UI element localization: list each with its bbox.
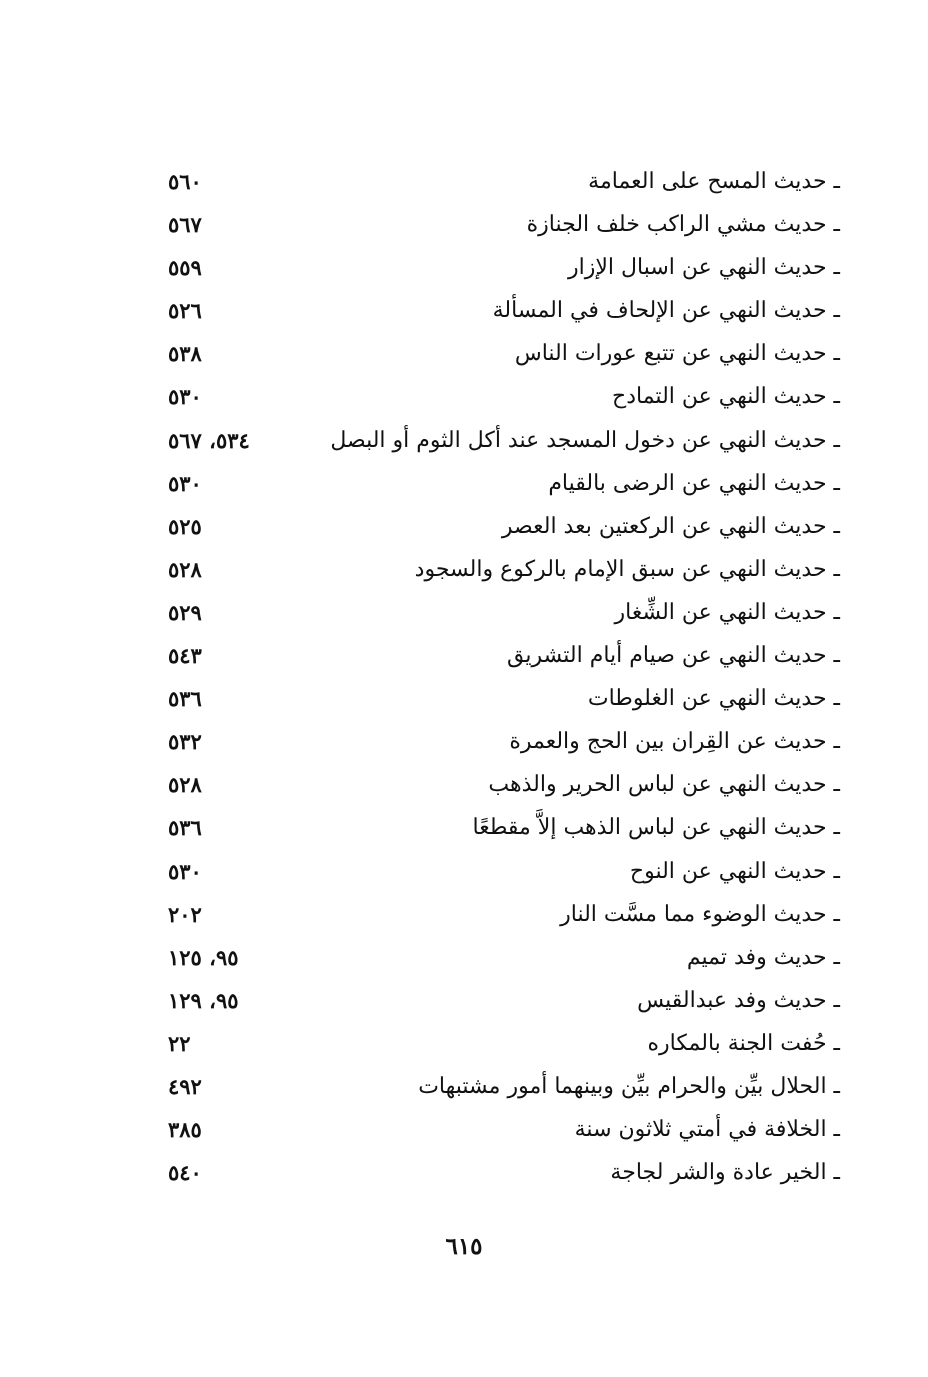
index-entry bbox=[160, 1025, 840, 1068]
entry-page-refs: ٥٣٨ bbox=[168, 341, 202, 367]
entry-text: ـ حُفت الجنة بالمكاره bbox=[647, 1030, 840, 1056]
index-entry bbox=[160, 853, 840, 896]
entry-text: ـ الخلافة في أمتي ثلاثون سنة bbox=[574, 1117, 840, 1143]
index-entry bbox=[160, 1068, 840, 1111]
entry-text: ـ حديث النهي عن دخول المسجد عند أكل الثوم أو البصل bbox=[330, 427, 840, 453]
entry-page-refs: ٥٢٨ bbox=[168, 556, 202, 582]
entry-text: ـ حديث النهي عن الشِّغار bbox=[614, 599, 840, 625]
entry-text: ـ حديث النهي عن الغلوطات bbox=[587, 686, 840, 712]
entry-text: ـ حديث عن القِران بين الحج والعمرة bbox=[509, 729, 840, 755]
entry-page-refs: ٥٢٦ bbox=[168, 298, 202, 324]
entry-text: ـ حديث النهي عن الرضى بالقيام bbox=[548, 470, 840, 496]
index-entry bbox=[160, 680, 840, 723]
entry-page-refs: ٥٣٦ bbox=[168, 686, 202, 712]
entry-text: ـ حديث المسح على العمامة bbox=[588, 169, 840, 194]
entry-text: ـ حديث النهي عن الركعتين بعد العصر bbox=[501, 513, 840, 539]
entry-text: ـ حديث النهي عن سبق الإمام بالركوع والسجود bbox=[414, 556, 840, 582]
entry-text: ـ حديث وفد تميم bbox=[686, 944, 840, 970]
entry-page-refs: ٥٢٥ bbox=[168, 513, 202, 539]
entry-page-refs: ٥٦٠ bbox=[168, 169, 202, 194]
index-entry bbox=[160, 206, 840, 249]
index-entry bbox=[160, 723, 840, 766]
entry-page-refs: ٥٤٠ bbox=[168, 1160, 202, 1186]
index-entry bbox=[160, 939, 840, 982]
entry-text: ـ الخير عادة والشر لجاجة bbox=[610, 1160, 840, 1186]
entry-page-refs: ٢٢ bbox=[168, 1030, 191, 1056]
entry-text: ـ حديث مشي الراكب خلف الجنازة bbox=[526, 212, 840, 238]
entry-page-refs: ٢٠٢ bbox=[168, 901, 202, 927]
entry-page-refs: ٥٣٠ bbox=[168, 470, 202, 496]
index-entry bbox=[160, 551, 840, 594]
entry-page-refs: ٥٢٩ bbox=[168, 599, 202, 625]
entry-page-refs: ٤٩٢ bbox=[168, 1073, 202, 1099]
index-entry bbox=[160, 335, 840, 378]
entry-text: ـ حديث النهي عن صيام أيام التشريق bbox=[507, 643, 840, 669]
index-entry bbox=[160, 896, 840, 939]
entry-page-refs: ٥٣٤، ٥٦٧ bbox=[168, 427, 250, 453]
entry-page-refs: ٥٥٩ bbox=[168, 255, 202, 281]
entry-text: ـ حديث النهي عن اسبال الإزار bbox=[568, 255, 840, 281]
index-entry bbox=[160, 1111, 840, 1154]
entry-text: ـ حديث النهي عن التمادح bbox=[612, 384, 840, 410]
index-entry bbox=[160, 637, 840, 680]
entry-page-refs: ٥٣٠ bbox=[168, 384, 202, 410]
index-entry bbox=[160, 422, 840, 465]
entry-page-refs: ٥٣٢ bbox=[168, 729, 202, 755]
entry-text: ـ حديث النهي عن لباس الحرير والذهب bbox=[488, 772, 840, 798]
entry-page-refs: ٩٥، ١٢٥ bbox=[168, 944, 239, 970]
entry-page-refs: ٥٣٠ bbox=[168, 858, 202, 884]
entry-page-refs: ٥٢٨ bbox=[168, 772, 202, 798]
index-entry bbox=[160, 465, 840, 508]
index-entry bbox=[160, 1154, 840, 1197]
entry-page-refs: ٣٨٥ bbox=[168, 1117, 202, 1143]
index-entry bbox=[160, 809, 840, 852]
entry-text: ـ حديث النهي عن النوح bbox=[629, 858, 840, 884]
entry-text: ـ حديث النهي عن لباس الذهب إلاَّ مقطعًا bbox=[472, 815, 840, 841]
index-entry bbox=[160, 163, 840, 206]
index-entry bbox=[160, 249, 840, 292]
entry-text: ـ حديث النهي عن تتبع عورات الناس bbox=[514, 341, 840, 367]
hadith-index-list bbox=[160, 163, 840, 1197]
index-entry bbox=[160, 292, 840, 335]
entry-text: ـ حديث وفد عبدالقيس bbox=[637, 987, 840, 1013]
entry-text: ـ حديث الوضوء مما مسَّت النار bbox=[560, 901, 840, 927]
page-number: ٦١٥ bbox=[445, 1233, 483, 1260]
entry-text: ـ الحلال بيِّن والحرام بيِّن وبينهما أمور مشتبهات bbox=[418, 1073, 840, 1099]
index-entry bbox=[160, 594, 840, 637]
entry-text: ـ حديث النهي عن الإلحاف في المسألة bbox=[492, 298, 840, 324]
index-entry bbox=[160, 378, 840, 421]
index-entry bbox=[160, 766, 840, 809]
entry-page-refs: ٥٤٣ bbox=[168, 643, 202, 669]
entry-page-refs: ٥٣٦ bbox=[168, 815, 202, 841]
entry-page-refs: ٩٥، ١٢٩ bbox=[168, 987, 239, 1013]
index-entry bbox=[160, 982, 840, 1025]
entry-page-refs: ٥٦٧ bbox=[168, 212, 202, 238]
index-entry bbox=[160, 508, 840, 551]
